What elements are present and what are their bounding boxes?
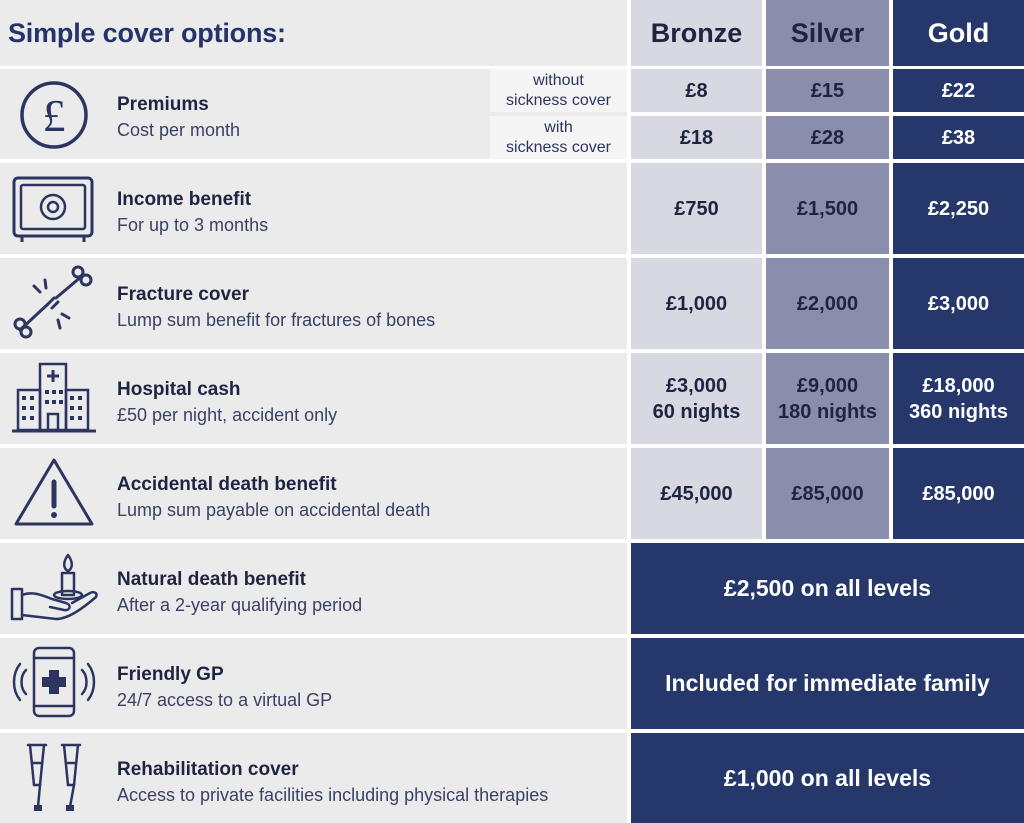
fracture-label bbox=[117, 284, 435, 331]
premium-without-bronze: £8 bbox=[631, 69, 762, 112]
rehab-label bbox=[117, 759, 548, 806]
sickness-cover-text: sickness cover bbox=[506, 138, 611, 156]
accidental-label bbox=[117, 474, 430, 521]
hospital-gold-amount: £18,000 bbox=[922, 374, 995, 397]
rehab-all-levels: £1,000 on all levels bbox=[631, 733, 1024, 823]
tier-header-silver: Silver bbox=[766, 0, 889, 66]
tier-header-gold: Gold bbox=[893, 0, 1024, 66]
premium-without-silver: £15 bbox=[766, 69, 889, 112]
with-text: with bbox=[544, 118, 573, 136]
safe-icon bbox=[12, 172, 98, 244]
accidental-gold: £85,000 bbox=[893, 448, 1024, 539]
income-label bbox=[117, 189, 268, 236]
phone-medical-icon bbox=[12, 646, 98, 718]
premium-with-gold: £38 bbox=[893, 116, 1024, 159]
crutches-icon bbox=[12, 741, 98, 813]
premium-with-silver: £28 bbox=[766, 116, 889, 159]
hand-candle-icon bbox=[12, 551, 98, 623]
hospital-title: Hospital cash bbox=[117, 379, 241, 400]
premiums-title: Premiums bbox=[117, 94, 209, 115]
gp-title: Friendly GP bbox=[117, 664, 224, 685]
accidental-desc: Lump sum payable on accidental death bbox=[117, 500, 431, 520]
income-title: Income benefit bbox=[117, 189, 252, 210]
hospital-icon bbox=[12, 362, 98, 434]
rehab-desc: Access to private facilities including physical therapies bbox=[117, 785, 549, 805]
fracture-desc: Lump sum benefit for fractures of bones bbox=[117, 310, 436, 330]
premiums-with-label bbox=[490, 116, 627, 159]
income-gold: £2,250 bbox=[893, 163, 1024, 254]
income-bronze: £750 bbox=[631, 163, 762, 254]
income-desc: For up to 3 months bbox=[117, 215, 269, 235]
premiums-label bbox=[117, 94, 240, 141]
gp-desc: 24/7 access to a virtual GP bbox=[117, 690, 333, 710]
income-silver: £1,500 bbox=[766, 163, 889, 254]
accidental-title: Accidental death benefit bbox=[117, 474, 337, 495]
natural-desc: After a 2-year qualifying period bbox=[117, 595, 363, 615]
premium-without-gold: £22 bbox=[893, 69, 1024, 112]
fracture-silver: £2,000 bbox=[766, 258, 889, 349]
gp-all-levels: Included for immediate family bbox=[631, 638, 1024, 729]
sickness-cover-text: sickness cover bbox=[506, 91, 611, 109]
accidental-bronze: £45,000 bbox=[631, 448, 762, 539]
premiums-desc: Cost per month bbox=[117, 120, 241, 140]
hospital-bronze bbox=[631, 353, 762, 444]
hospital-silver-nights: 180 nights bbox=[778, 400, 877, 423]
pound-coin-icon bbox=[12, 78, 98, 150]
hospital-bronze-nights: 60 nights bbox=[652, 400, 741, 423]
broken-bone-icon bbox=[12, 268, 98, 340]
page-title: Simple cover options: bbox=[0, 0, 627, 66]
accidental-silver: £85,000 bbox=[766, 448, 889, 539]
premium-with-bronze: £18 bbox=[631, 116, 762, 159]
fracture-bronze: £1,000 bbox=[631, 258, 762, 349]
premiums-without-label bbox=[490, 69, 627, 112]
fracture-gold: £3,000 bbox=[893, 258, 1024, 349]
hospital-label bbox=[117, 379, 337, 426]
hospital-silver-amount: £9,000 bbox=[796, 374, 859, 397]
svg-text:£: £ bbox=[42, 90, 66, 141]
hospital-desc: £50 per night, accident only bbox=[117, 405, 338, 425]
hospital-bronze-amount: £3,000 bbox=[665, 374, 728, 397]
natural-label bbox=[117, 569, 362, 616]
natural-all-levels: £2,500 on all levels bbox=[631, 543, 1024, 634]
natural-title: Natural death benefit bbox=[117, 569, 306, 590]
tier-header-bronze: Bronze bbox=[631, 0, 762, 66]
warning-icon bbox=[12, 456, 98, 528]
rehab-title: Rehabilitation cover bbox=[117, 759, 299, 780]
hospital-gold bbox=[893, 353, 1024, 444]
hospital-silver bbox=[766, 353, 889, 444]
without-text: without bbox=[533, 71, 584, 89]
gp-label bbox=[117, 664, 332, 711]
fracture-title: Fracture cover bbox=[117, 284, 250, 305]
hospital-gold-nights: 360 nights bbox=[909, 400, 1008, 423]
